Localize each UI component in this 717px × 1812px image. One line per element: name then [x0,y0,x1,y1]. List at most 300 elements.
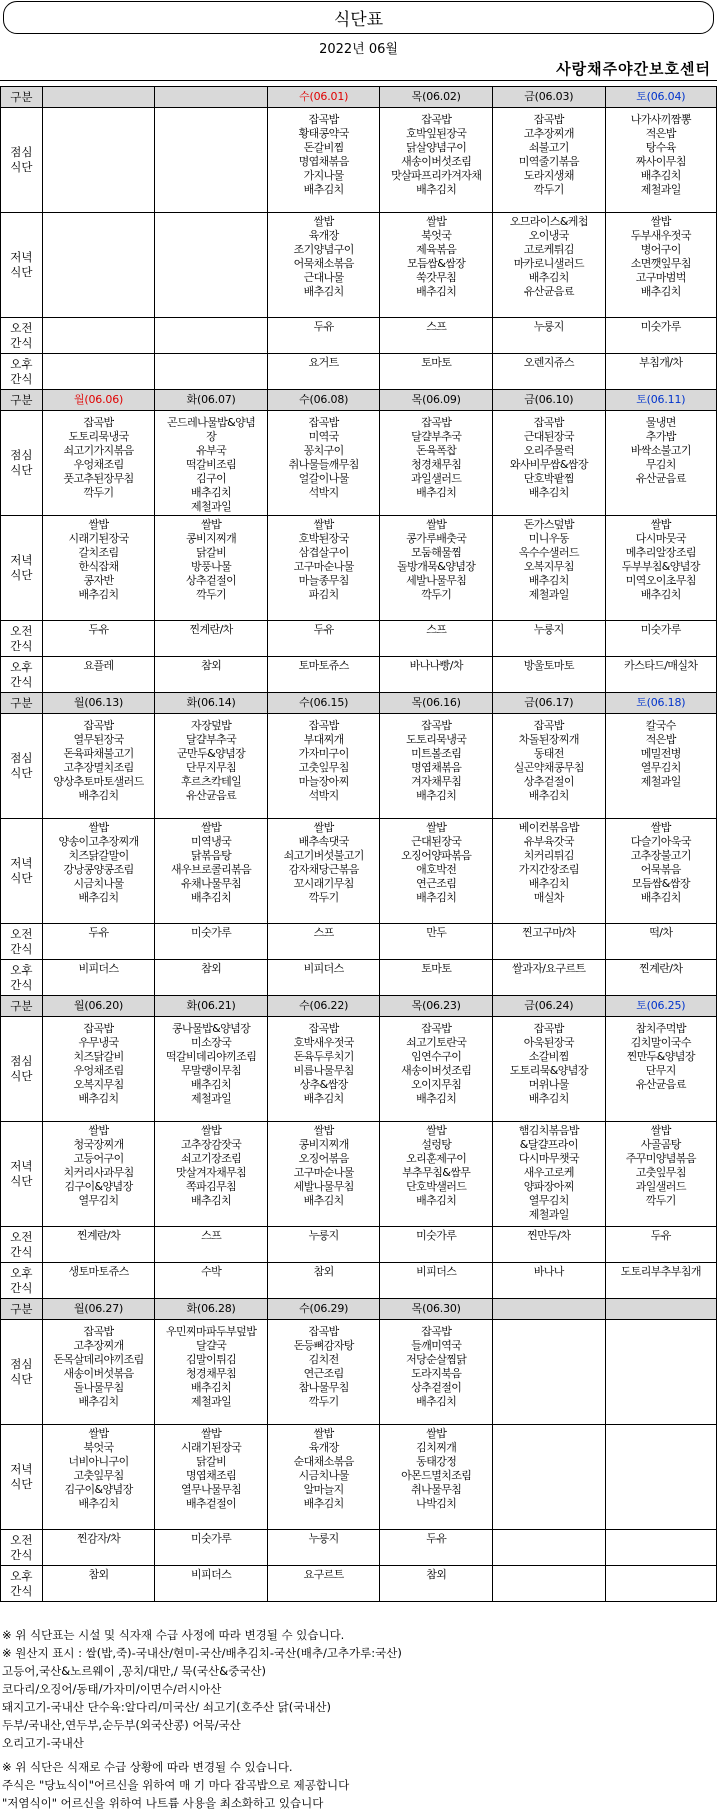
menu-item: 고추장멸치조림 [63,761,134,774]
note-line: ※ 원산지 표시 : 쌀(밥,죽)-국내산/현미-국산/배추김치-국산(배추/고추가루:국산) [2,1646,402,1660]
lunch-label: 점심 식단 [1,108,43,213]
menu-item: 풋고추된장무침 [63,472,134,485]
menu-cell-lunch [155,411,268,516]
menu-item: 알마늘지 [303,1483,344,1496]
menu-cell-lunch [155,714,268,819]
menu-cell-dinner [380,819,493,924]
menu-item: 아몬드멸치조림 [401,1469,472,1482]
menu-item: 오리주물럭 [523,444,574,457]
menu-item: 고춧잎무침 [298,761,349,774]
menu-cell-lunch [380,108,493,213]
menu-item: 부추무침&쌈무 [402,1166,471,1179]
pm-snack-label: 오후 간식 [1,657,43,693]
menu-item: 열무김치 [528,1194,569,1207]
pm-snack-cell [605,1566,716,1602]
note-line: 코다리/오징어/동태/가자미/이면수/러시아산 [2,1682,222,1696]
menu-item: 배추김치 [191,486,232,499]
menu-item: 닭살양념구이 [406,141,467,154]
menu-item: 육개장 [308,229,339,242]
menu-item: 새송이버섯조림 [401,155,472,168]
menu-item: 상추겉절이 [411,1381,462,1394]
menu-item: 다슬기아욱국 [630,835,691,848]
menu-item: 돈육파채불고기 [63,747,134,760]
menu-item: 쌀밥 [650,518,671,531]
menu-item: 유부국 [196,444,227,457]
day-header: 금(06.10) [493,390,606,411]
menu-cell-dinner [155,213,268,318]
am-snack-cell: 누룽지 [267,1530,380,1566]
pm-snack-label: 오후 간식 [1,1263,43,1299]
day-header: 금(06.24) [493,996,606,1017]
dinner-row [1,213,717,318]
menu-item: 제철과일 [640,775,681,788]
menu-item: 오므라이스&케첩 [509,215,588,228]
menu-item: 양송이고추장찌개 [58,835,139,848]
menu-item: 미역국 [308,430,339,443]
note-line: 오리고기-국내산 [2,1736,84,1750]
division-label: 구분 [1,996,43,1017]
am-snack-cell: 찐계란/차 [155,621,268,657]
menu-item: 떡갈비조림 [186,458,237,471]
menu-item: 배추김치 [303,1497,344,1510]
pm-snack-cell: 부침개/차 [605,354,716,390]
day-header: 토(06.04) [605,87,716,108]
menu-item: 배추김치 [416,1395,457,1408]
menu-item: 쌀밥 [88,821,109,834]
day-header [493,1299,606,1320]
lunch-label: 점심 식단 [1,411,43,516]
menu-item: 잡곡밥 [308,416,339,429]
menu-item: 파김치 [308,588,339,601]
menu-item: 배추김치 [528,877,569,890]
am-snack-label: 오전 간식 [1,1530,43,1566]
menu-item: 쌀밥 [201,1427,222,1440]
menu-item: 오복지무침 [523,560,574,573]
menu-item: 배추김치 [416,285,457,298]
menu-item: 애호박전 [416,863,457,876]
menu-item: 쇠불고기 [528,141,569,154]
menu-item: 장 [206,430,217,443]
menu-cell-dinner [493,213,606,318]
menu-item: 너비아니구이 [68,1455,129,1468]
menu-item: 들깨미역국 [411,1339,462,1352]
menu-item: 동태전 [533,747,564,760]
menu-item: 쌀밥 [88,1124,109,1137]
menu-item: 머위나물 [528,1078,569,1091]
menu-item: 어묵볶음 [640,863,681,876]
menu-item: 추가밥 [645,430,676,443]
menu-item: 잡곡밥 [83,1022,114,1035]
pm-snack-cell [493,1566,606,1602]
menu-cell-lunch [380,1320,493,1425]
menu-item: 북엇국 [421,229,452,242]
menu-item: 배추김치 [78,789,119,802]
week-header-row [1,1299,717,1320]
menu-item: 치커리튀김 [523,849,574,862]
day-header: 토(06.11) [605,390,716,411]
menu-item: 배추김치 [528,1092,569,1105]
pm-snack-cell: 참외 [380,1566,493,1602]
menu-item: 군만두&양념장 [177,747,246,760]
menu-item: 매실차 [533,891,564,904]
menu-item: 오징어양파볶음 [401,849,472,862]
day-header: 목(06.23) [380,996,493,1017]
menu-cell-lunch [42,1017,155,1122]
menu-cell-lunch [267,108,380,213]
menu-item: 가자미구이 [298,747,349,760]
menu-item: 닭갈비 [196,1455,227,1468]
menu-cell-dinner [267,516,380,621]
note-line: ※ 위 식단표는 시설 및 식자재 수급 사정에 따라 변경될 수 있습니다. [2,1628,345,1642]
menu-cell-lunch [380,411,493,516]
menu-item: 세발나물무침 [406,574,467,587]
menu-item: 잡곡밥 [83,719,114,732]
am-snack-cell: 찐만두/차 [493,1227,606,1263]
menu-item: 맛살파프리카겨자채 [391,169,482,182]
menu-item: 잡곡밥 [421,1022,452,1035]
menu-item: 콩나물밥&양념장 [172,1022,251,1035]
menu-item: 잡곡밥 [533,416,564,429]
month-label: 2022년 06월 [319,42,398,57]
pm-snack-cell: 카스타드/매실차 [605,657,716,693]
am-snack-label: 오전 간식 [1,924,43,960]
am-snack-row [1,924,717,960]
pm-snack-cell: 비피더스 [380,1263,493,1299]
menu-item: 쌀밥 [88,1427,109,1440]
menu-item: 나가사끼짬뽕 [630,113,691,126]
menu-cell-dinner [380,1425,493,1530]
menu-cell-lunch [605,1320,716,1425]
menu-item: 제철과일 [528,1208,569,1221]
menu-table [0,86,717,1602]
menu-item: 달걀부추국 [411,430,462,443]
menu-item: 취나물무침 [411,1483,462,1496]
menu-item: 배추김치 [528,486,569,499]
division-label: 구분 [1,1299,43,1320]
menu-cell-lunch [605,1017,716,1122]
menu-item: 제철과일 [640,183,681,196]
am-snack-cell: 미숫가루 [605,621,716,657]
am-snack-row [1,1227,717,1263]
day-header: 월(06.27) [42,1299,155,1320]
menu-item: 김구이&양념장 [64,1180,133,1193]
lunch-row [1,411,717,516]
dinner-label: 저녁 식단 [1,1425,43,1530]
menu-cell-dinner [605,213,716,318]
menu-item: 쌀밥 [426,1124,447,1137]
menu-item: 황태콩약국 [298,127,349,140]
day-header: 수(06.29) [267,1299,380,1320]
menu-item: 쌀밥 [313,215,334,228]
menu-item: 미역냉국 [191,835,232,848]
menu-item: 쌀밥 [201,1124,222,1137]
pm-snack-cell: 비피더스 [42,960,155,996]
menu-item: 열무된장국 [73,733,124,746]
menu-item: 배추김치 [303,1194,344,1207]
menu-item: 감자채당근볶음 [288,863,359,876]
note-line: ※ 위 식단은 식재로 수급 상황에 따라 변경될 수 있습니다. [2,1760,293,1774]
menu-cell-lunch [267,411,380,516]
menu-item: 잡곡밥 [83,416,114,429]
menu-item: 쌀밥 [201,518,222,531]
menu-item: 마카로니샐러드 [513,257,584,270]
am-snack-label: 오전 간식 [1,1227,43,1263]
menu-item: 우엉채조림 [73,1064,124,1077]
menu-item: 잡곡밥 [421,1325,452,1338]
menu-item: 차돌된장찌개 [518,733,579,746]
pm-snack-cell: 수박 [155,1263,268,1299]
menu-item: 자장덮밥 [191,719,232,732]
menu-item: 오징어볶음 [298,1152,349,1165]
menu-item: 참치주먹밥 [635,1022,686,1035]
organization-name: 사랑채주야간보호센터 [556,60,711,78]
menu-item: 연근조림 [416,877,457,890]
menu-item: 양상추토마토샐러드 [53,775,144,788]
menu-item: 배추김치 [78,1497,119,1510]
menu-item: 옥수수샐러드 [518,546,579,559]
menu-item: 우무냉국 [78,1036,119,1049]
menu-item: 베이컨볶음밥 [518,821,579,834]
menu-item: 배추김치 [303,285,344,298]
menu-item: 메밀전병 [640,747,681,760]
menu-item: 배추김치 [640,588,681,601]
day-header [155,87,268,108]
menu-item: 탕수육 [645,141,676,154]
menu-item: 배추김치 [303,1092,344,1105]
menu-cell-dinner [380,213,493,318]
menu-item: 치즈닭갈말이 [68,849,129,862]
am-snack-cell: 두유 [42,621,155,657]
am-snack-cell: 찐감자/차 [42,1530,155,1566]
menu-item: 근대된장국 [411,835,462,848]
menu-cell-lunch [42,714,155,819]
pm-snack-cell: 토마토 [380,354,493,390]
menu-item: 돈목살데리야끼조림 [53,1353,144,1366]
menu-item: 새송이버섯조림 [401,1064,472,1077]
menu-cell-dinner [493,516,606,621]
menu-item: 배추김치 [191,1381,232,1394]
am-snack-cell [155,318,268,354]
menu-item: 호박잎된장국 [406,127,467,140]
dinner-row [1,516,717,621]
menu-item: 꼬시래기무침 [293,877,354,890]
menu-item: 새우브로콜리볶음 [171,863,252,876]
menu-item: 배추김치 [640,285,681,298]
menu-item: 호박새우젓국 [293,1036,354,1049]
menu-item: 명엽채볶음 [411,761,462,774]
day-header: 토(06.25) [605,996,716,1017]
menu-item: 쇠고기토란국 [406,1036,467,1049]
note-line: 돼지고기-국내산 단수육:알다리/미국산/ 쇠고기(호주산 닭(국내산) [2,1700,332,1714]
menu-item: 와사비무쌈&쌈장 [509,458,588,471]
division-label: 구분 [1,390,43,411]
menu-item: 단호박팥찜 [523,472,574,485]
pm-snack-cell: 방울토마토 [493,657,606,693]
menu-item: 저당순살찜닭 [406,1353,467,1366]
menu-item: 유산균음료 [635,472,686,485]
menu-item: 배추김치 [191,891,232,904]
pm-snack-label: 오후 간식 [1,960,43,996]
pm-snack-label: 오후 간식 [1,354,43,390]
menu-item: 잡곡밥 [421,719,452,732]
menu-item: 배추김치 [640,169,681,182]
pm-snack-cell: 요플레 [42,657,155,693]
menu-item: 돈가스덮밥 [523,518,574,531]
menu-item: 단무지 [645,1064,676,1077]
menu-item: 도토리묵냉국 [68,430,129,443]
menu-item: 제철과일 [191,500,232,513]
menu-item: 과일샐러드 [635,1180,686,1193]
pm-snack-cell: 비피더스 [267,960,380,996]
am-snack-row [1,621,717,657]
menu-item: 닭갈비 [196,546,227,559]
menu-item: 떡갈비데리야끼조림 [165,1050,257,1063]
menu-cell-lunch [155,1320,268,1425]
week-header-row [1,390,717,411]
menu-item: 도토리묵&양념장 [509,1064,588,1077]
menu-cell-lunch [155,108,268,213]
menu-item: 소갈비찜 [528,1050,569,1063]
day-header: 월(06.06) [42,390,155,411]
menu-cell-lunch [267,1017,380,1122]
am-snack-row [1,318,717,354]
menu-item: 깍두기 [196,588,227,601]
menu-item: 잡곡밥 [308,1325,339,1338]
menu-item: 유부육갓국 [523,835,574,848]
am-snack-cell: 만두 [380,924,493,960]
menu-item: 미니우동 [528,532,569,545]
menu-item: 깍두기 [533,183,564,196]
menu-item: 설렁탕 [421,1138,452,1151]
menu-item: 배추속댓국 [298,835,349,848]
menu-item: 제철과일 [191,1395,232,1408]
menu-cell-dinner [267,213,380,318]
menu-item: 유산균음료 [186,789,237,802]
menu-item: 겨자채무침 [411,775,462,788]
menu-item: 오리훈제구이 [406,1152,467,1165]
menu-item: 깍두기 [645,1194,676,1207]
menu-item: 석박지 [308,789,339,802]
am-snack-label: 오전 간식 [1,318,43,354]
menu-item: 연근조림 [303,1367,344,1380]
menu-item: 꽁치구이 [303,444,344,457]
menu-item: 우민찌마파두부덮밥 [165,1325,257,1338]
menu-item: 달걀부추국 [186,733,237,746]
menu-item: 잡곡밥 [533,719,564,732]
menu-item: 고구마순나물 [293,560,354,573]
day-header: 금(06.03) [493,87,606,108]
day-header: 화(06.28) [155,1299,268,1320]
menu-item: 쌀밥 [426,1427,447,1440]
am-snack-cell: 누룽지 [493,621,606,657]
pm-snack-row [1,1263,717,1299]
menu-cell-dinner [605,1122,716,1227]
menu-item: 쇠고기장조림 [181,1152,242,1165]
day-header [42,87,155,108]
menu-item: 주꾸미양념볶음 [625,1152,696,1165]
menu-item: 임연수구이 [411,1050,462,1063]
week-header-row [1,693,717,714]
menu-item: 시금치나물 [298,1469,349,1482]
menu-cell-dinner [493,1122,606,1227]
pm-snack-cell: 참외 [155,657,268,693]
menu-item: 모둠해물찜 [411,546,462,559]
menu-cell-dinner [605,1425,716,1530]
menu-item: 배추김치 [416,1194,457,1207]
menu-item: 고추장찌개 [73,1339,124,1352]
menu-cell-dinner [42,1122,155,1227]
menu-item: 쌀밥 [426,518,447,531]
menu-item: 미역줄기볶음 [518,155,579,168]
menu-item: 돌방개묵&양념장 [397,560,476,573]
pm-snack-row [1,354,717,390]
menu-cell-lunch [155,1017,268,1122]
day-header: 토(06.18) [605,693,716,714]
menu-item: 잡곡밥 [421,113,452,126]
menu-item: 모듬쌈&쌈장 [407,257,466,270]
menu-cell-lunch [493,1320,606,1425]
menu-item: 청국장찌개 [73,1138,124,1151]
menu-item: 돈등뼈감자탕 [293,1339,354,1352]
divider [0,80,717,81]
menu-item: 한식잡채 [78,560,119,573]
lunch-row [1,1320,717,1425]
pm-snack-cell: 도토리부추부침개 [605,1263,716,1299]
pm-snack-cell: 참외 [42,1566,155,1602]
note-line: 두부/국내산,연두부,순두부(외국산콩) 어묵/국산 [2,1718,241,1732]
menu-cell-dinner [267,1122,380,1227]
menu-item: 상추겉절이 [523,775,574,788]
menu-cell-dinner [42,819,155,924]
pm-snack-cell: 토마토 [380,960,493,996]
division-label: 구분 [1,87,43,108]
menu-item: 쪽파김무침 [186,1180,237,1193]
menu-cell-dinner [155,1425,268,1530]
menu-item: 김치전 [308,1353,339,1366]
menu-item: 강낭콩양콩조림 [63,863,134,876]
menu-item: 콩가루배춧국 [406,532,467,545]
menu-item: 열무김치 [78,1194,119,1207]
menu-item: 석박지 [308,486,339,499]
menu-item: 사골곰탕 [640,1138,681,1151]
menu-item: 고로케튀김 [523,243,574,256]
lunch-row [1,108,717,213]
menu-cell-dinner [493,1425,606,1530]
menu-item: 근대된장국 [523,430,574,443]
pm-snack-cell [42,354,155,390]
menu-item: 닭볶음탕 [191,849,232,862]
division-label: 구분 [1,693,43,714]
menu-item: 갈치조림 [78,546,119,559]
menu-cell-lunch [493,108,606,213]
day-header: 월(06.20) [42,996,155,1017]
menu-item: &달걀프라이 [519,1138,578,1151]
menu-item: 제철과일 [191,1092,232,1105]
menu-item: 가지간장조림 [518,863,579,876]
menu-item: 취나물들깨무침 [288,458,359,471]
menu-cell-lunch [605,714,716,819]
dinner-label: 저녁 식단 [1,516,43,621]
menu-item: 마늘장아찌 [298,775,349,788]
menu-item: 돌나물무침 [73,1381,124,1394]
am-snack-cell: 누룽지 [267,1227,380,1263]
menu-item: 쌀밥 [426,821,447,834]
menu-item: 단호박샐러드 [406,1180,467,1193]
lunch-row [1,714,717,819]
am-snack-cell: 떡/차 [605,924,716,960]
menu-item: 유채나물무침 [181,877,242,890]
menu-item: 방풍나물 [191,560,232,573]
